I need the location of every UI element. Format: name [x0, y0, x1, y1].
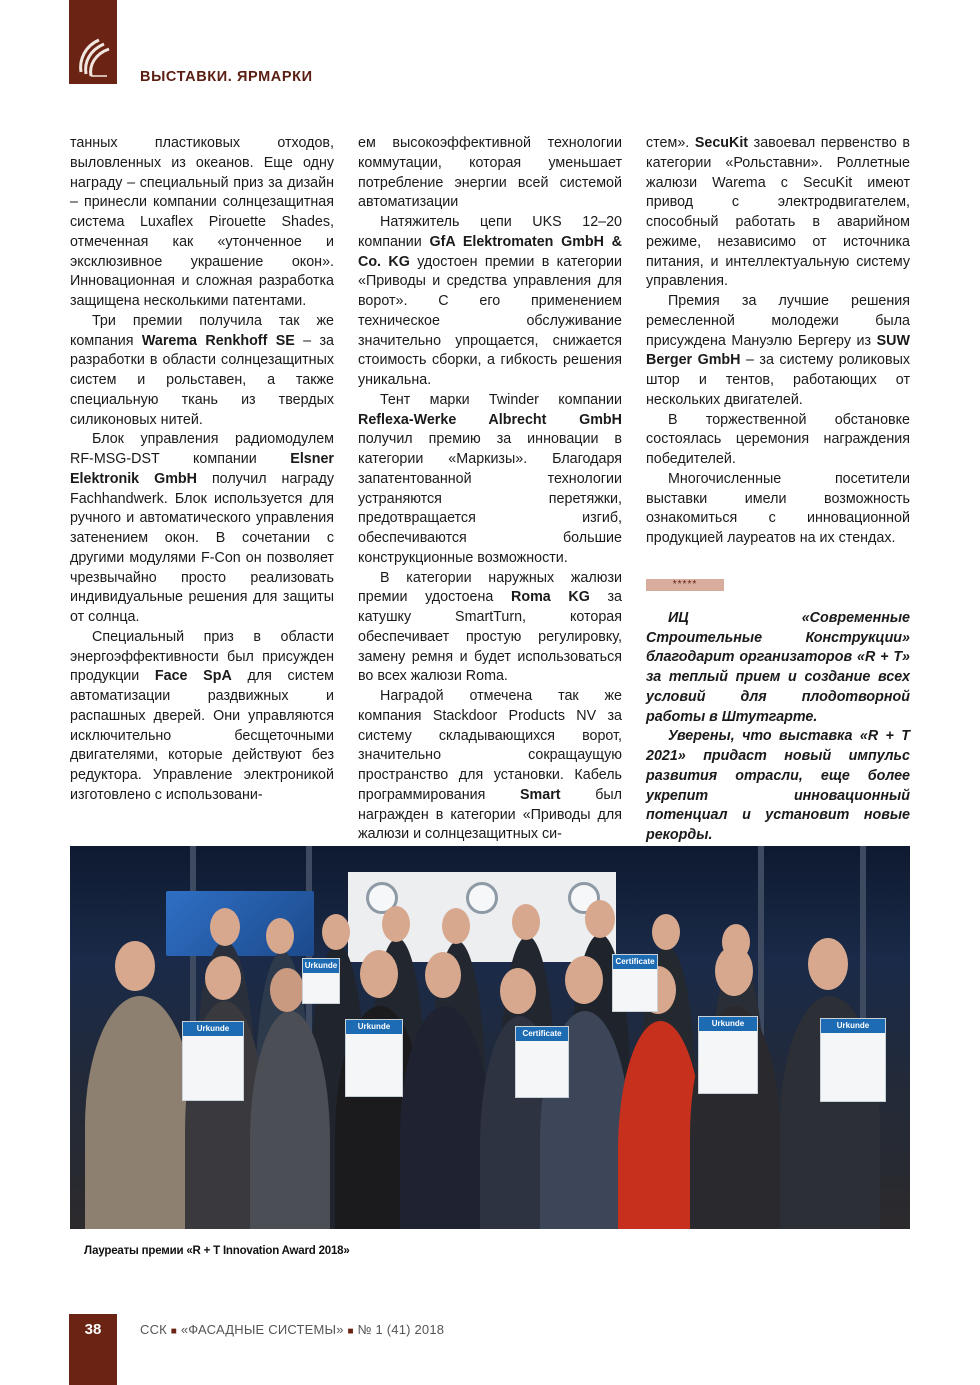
- photo-caption: Лауреаты премии «R + T Innovation Award 2018»: [84, 1245, 350, 1257]
- page-number-box: [69, 1314, 117, 1385]
- certificate: Certificate: [612, 954, 658, 1012]
- article-paragraph: Тент марки Twinder компании Reflexa-Werke Albrecht GmbH получил премию за инновации в категории «Маркизы». Благодаря запатентованной технологии устраняются перетяжки, предотвращается изгиб, обеспечиваются большие конструкционные возможности.: [358, 391, 622, 566]
- text-column-1: [70, 134, 334, 806]
- certificate: Urkunde: [182, 1021, 244, 1101]
- journal-name: «ФАСАДНЫЕ СИСТЕМЫ»: [180, 1322, 344, 1337]
- certificate: Urkunde: [698, 1016, 758, 1094]
- article-paragraph: В торжественной обстановке состоялась церемония награждения победителей.: [646, 411, 910, 467]
- issue-number: № 1 (41) 2018: [357, 1322, 445, 1337]
- ssk-logo-icon: [77, 38, 111, 78]
- page-number: 38: [84, 1321, 102, 1338]
- header-accent-bar: [69, 0, 117, 84]
- article-paragraph: Премия за лучшие решения ремесленной молодежи была присуждена Мануэлю Бергеру из SUW Berger GmbH – за систему роликовых штор и тентов, работающих от нескольких двигателей.: [646, 293, 910, 408]
- separator-square-icon: ■: [170, 1326, 178, 1337]
- article-paragraph: Специальный приз в области энергоэффективности был присужден продукции Face SpA для систем автоматизации раздвижных и распашных дверей. Они управляются исключительно бесщеточными двигателями, которые действуют без редуктора. Управление электроникой изготовлено с использовани-: [70, 628, 335, 803]
- certificate: Urkunde: [345, 1019, 403, 1097]
- laureates-group-photo: [70, 846, 910, 1229]
- article-paragraph: Блок управления радиомодулем RF-MSG-DST компании Elsner Elektronik GmbH получил награду Fachhandwerk. Блок используется для ручного и автоматического управления затенением окон. В сочетании с другими модулями F-Con он позволяет чрезвычайно просто реализовать индивидуальные решения для защиты от солнца.: [70, 431, 334, 625]
- article-paragraph: стем». SecuKit завоевал первенство в категории «Рольставни». Роллетные жалюзи Warema с SecuKit имеют привод с электродвигателем, способный работать в аварийном режиме, независимо от источника питания, и интеллектуальную систему управления.: [646, 135, 910, 290]
- certificate: Urkunde: [302, 958, 340, 1004]
- section-title: ВЫСТАВКИ. ЯРМАРКИ: [140, 69, 313, 85]
- article-paragraph: танных пластиковых отходов, выловленных из океанов. Еще одну награду – специальный приз за дизайн – принесли компании солнцезащитная система Luxaflex Pirouette Shades, отмеченная как «утонченное и эксклюзивное украшение окон». Инновационная и сложная разработка защищена несколькими патентами.: [70, 135, 334, 309]
- text-column-2: [358, 134, 622, 845]
- certificate: Certificate: [515, 1026, 569, 1098]
- article-paragraph: В категории наружных жалюзи премии удостоена Roma KG за катушку SmartTurn, которая обеспечивает простую регулировку, замену ремня и будет использоваться во всех жалюзи Roma.: [358, 569, 623, 685]
- section-separator: *****: [646, 579, 724, 591]
- article-paragraph: Наградой отмечена так же компания Stackdoor Products NV за систему складывающихся ворот, значительно сокращаущую пространство для установки. Кабель программирования Smart был награжден в категории «Приводы для жалюзи и солнцезащитных си-: [358, 688, 623, 843]
- journal-abbr: ССК: [140, 1322, 167, 1337]
- article-paragraph: Три премии получила так же компания Warema Renkhoff SE – за разработки в области солнцезащитных систем и рольставен, а также специальную ткань из твердых силиконовых нитей.: [70, 312, 334, 428]
- presentation-screen: [166, 891, 314, 956]
- article-paragraph: Натяжитель цепи UKS 12–20 компании GfA Elektromaten GmbH & Co. KG удостоен премии в категории «Приводы и средства управления для ворот». С его применением техническое обслуживание значительно упрощается, снижается стоимость сборки, а гибкость решения уникальна.: [358, 214, 622, 388]
- text-column-3: [646, 134, 910, 846]
- journal-footer: [140, 1322, 444, 1337]
- separator-square-icon: ■: [347, 1326, 354, 1337]
- closing-paragraph-1: ИЦ «Современные Строительные Конструкции» благодарит организаторов «R + T» за теплый прием и создание всех условий для плодотворной работы в Штутгарте.: [646, 609, 910, 725]
- closing-paragraph-2: Уверены, что выставка «R + T 2021» придаст новый импульс развития отрасли, еще более укрепит инновационный потенциал и установит новые рекорды.: [646, 728, 910, 843]
- article-paragraph: ем высокоэффективной технологии коммутации, которая уменьшает потребление энергии всей системой автоматизации: [358, 135, 622, 211]
- certificate: Urkunde: [820, 1018, 886, 1102]
- article-paragraph: Многочисленные посетители выставки имели возможность ознакомиться с инновационной продукцией лауреатов на их стендах.: [646, 470, 910, 546]
